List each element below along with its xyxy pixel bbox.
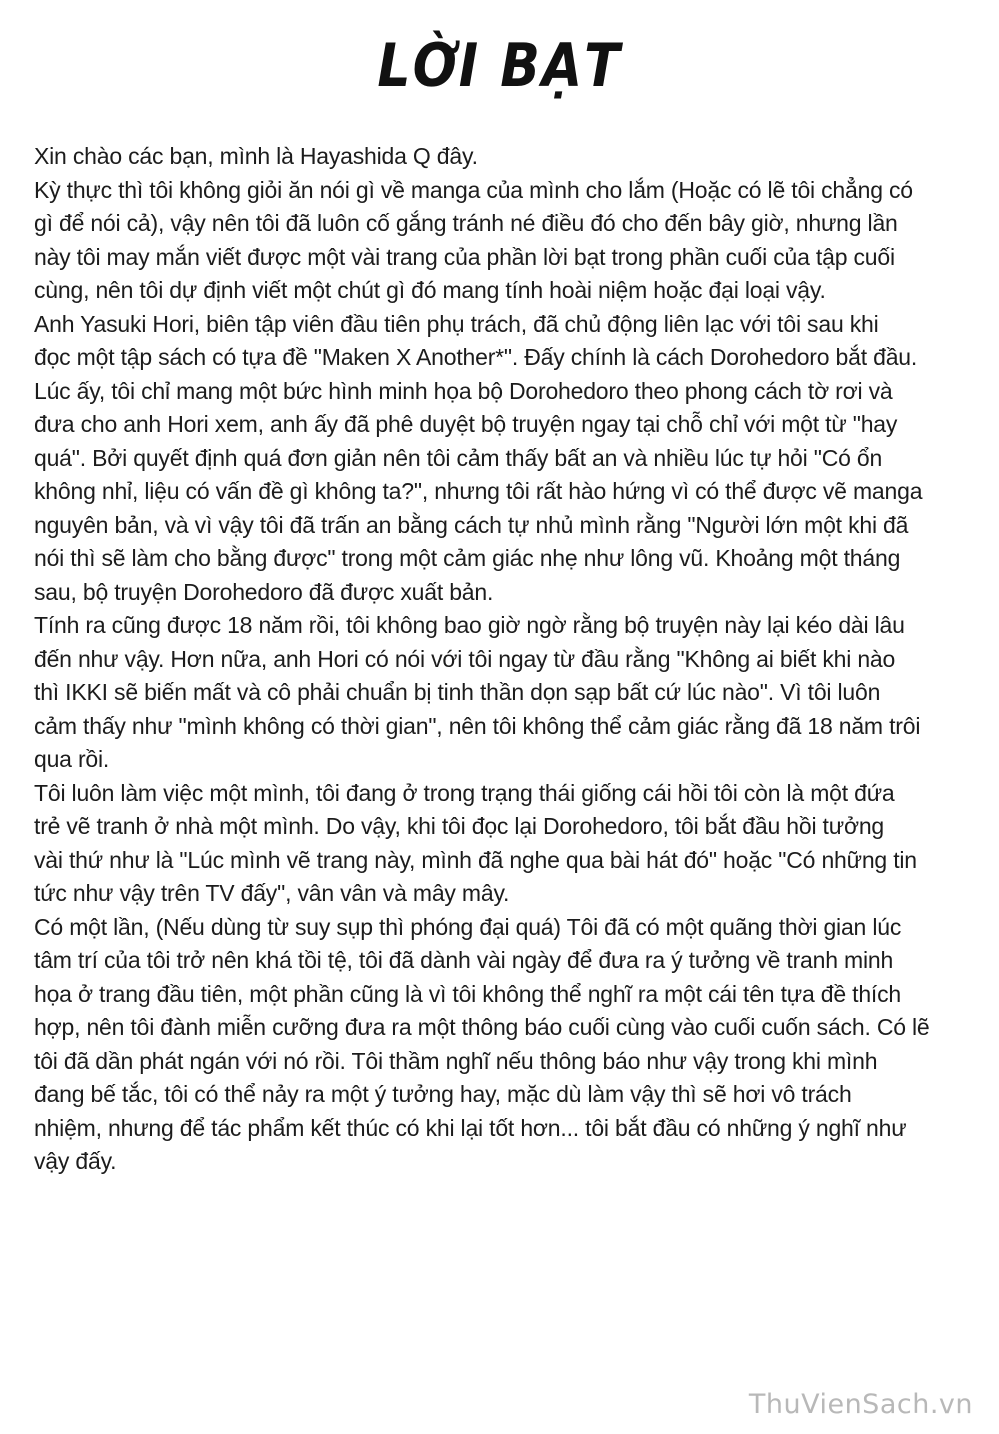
text-line: họa ở trang đầu tiên, một phần cũng là vì tôi không thể nghĩ ra một cái tên tựa đề thích	[34, 980, 901, 1007]
text-line: cùng, nên tôi dự định viết một chút gì đó mang tính hoài niệm hoặc đại loại vậy.	[34, 277, 826, 303]
text-line: vài thứ như là "Lúc mình vẽ trang này, mình đã nghe qua bài hát đó" hoặc "Có những tin	[34, 846, 917, 873]
text-line: đưa cho anh Hori xem, anh ấy đã phê duyệt bộ truyện ngay tại chỗ chỉ với một từ "hay	[34, 411, 898, 437]
text-line: qua rồi.	[34, 746, 110, 772]
text-line: nhiệm, nhưng để tác phẩm kết thúc có khi lại tốt hơn... tôi bắt đầu có những ý nghĩ như	[34, 1114, 907, 1141]
text-line: gì để nói cả), vậy nên tôi đã luôn cố gắng tránh né điều đó cho đến bây giờ, nhưng lần	[34, 210, 898, 236]
text-line: Xin chào các bạn, mình là Hayashida Q đây.	[34, 143, 478, 169]
text-line: Kỳ thực thì tôi không giỏi ăn nói gì về manga của mình cho lắm (Hoặc có lẽ tôi chẳng có	[34, 176, 913, 203]
text-line: tôi đã dần phát ngán với nó rồi. Tôi thầm nghĩ nếu thông báo như vậy trong khi mình	[34, 1047, 878, 1074]
text-line: sau, bộ truyện Dorohedoro đã được xuất bản.	[34, 578, 494, 605]
text-line: không nhỉ, liệu có vấn đề gì không ta?", nhưng tôi rất hào hứng vì có thể được vẽ manga	[34, 478, 923, 504]
text-line: trẻ vẽ tranh ở nhà một mình. Do vậy, khi tôi đọc lại Dorohedoro, tôi bắt đầu hồi tưởng	[34, 813, 885, 839]
text-line: cảm thấy như "mình không có thời gian", nên tôi không thể cảm giác rằng đã 18 năm trôi	[34, 712, 921, 739]
text-line: Tôi luôn làm việc một mình, tôi đang ở trong trạng thái giống cái hồi tôi còn là một đứa	[34, 779, 895, 806]
text-line: đang bế tắc, tôi có thể nảy ra một ý tưởng hay, mặc dù làm vậy thì sẽ hơi vô trách	[34, 1081, 852, 1107]
page-title: LỜI BẠT	[377, 32, 622, 101]
body-text	[34, 140, 974, 1179]
text-line: này tôi may mắn viết được một vài trang của phần lời bạt trong phần cuối của tập cuối	[34, 243, 895, 270]
text-line: nói thì sẽ làm cho bằng được" trong một cảm giác nhẹ như lông vũ. Khoảng một tháng	[34, 545, 901, 571]
text-line: hợp, nên tôi đành miễn cưỡng đưa ra một thông báo cuối cùng vào cuối cuốn sách. Có lẽ	[34, 1014, 930, 1040]
text-line: tâm trí của tôi trở nên khá tồi tệ, tôi đã dành vài ngày để đưa ra ý tưởng về tranh minh	[34, 947, 894, 973]
text-line: Lúc ấy, tôi chỉ mang một bức hình minh họa bộ Dorohedoro theo phong cách tờ rơi và	[34, 377, 893, 404]
text-line: đọc một tập sách có tựa đề "Maken X Another*". Đấy chính là cách Dorohedoro bắt đầu.	[34, 344, 918, 370]
text-line: quá". Bởi quyết định quá đơn giản nên tôi cảm thấy bất an và nhiều lúc tự hỏi "Có ổn	[34, 444, 883, 471]
text-line: Tính ra cũng được 18 năm rồi, tôi không bao giờ ngờ rằng bộ truyện này lại kéo dài lâu	[34, 612, 905, 638]
text-line: Có một lần, (Nếu dùng từ suy sụp thì phóng đại quá) Tôi đã có một quãng thời gian lúc	[34, 913, 902, 940]
text-line: vậy đấy.	[34, 1148, 117, 1174]
text-line: thì IKKI sẽ biến mất và cô phải chuẩn bị tinh thần dọn sạp bất cứ lúc nào". Vì tôi luôn	[34, 679, 881, 705]
text-line: tức như vậy trên TV đấy", vân vân và mây mây.	[34, 880, 510, 906]
text-line: nguyên bản, và vì vậy tôi đã trấn an bằng cách tự nhủ mình rằng "Người lớn một khi đã	[34, 511, 909, 538]
text-line: Anh Yasuki Hori, biên tập viên đầu tiên phụ trách, đã chủ động liên lạc với tôi sau khi	[34, 310, 879, 337]
watermark: ThuVienSach.vn	[748, 1389, 973, 1420]
text-line: đến như vậy. Hơn nữa, anh Hori có nói với tôi ngay từ đầu rằng "Không ai biết khi nào	[34, 645, 896, 672]
